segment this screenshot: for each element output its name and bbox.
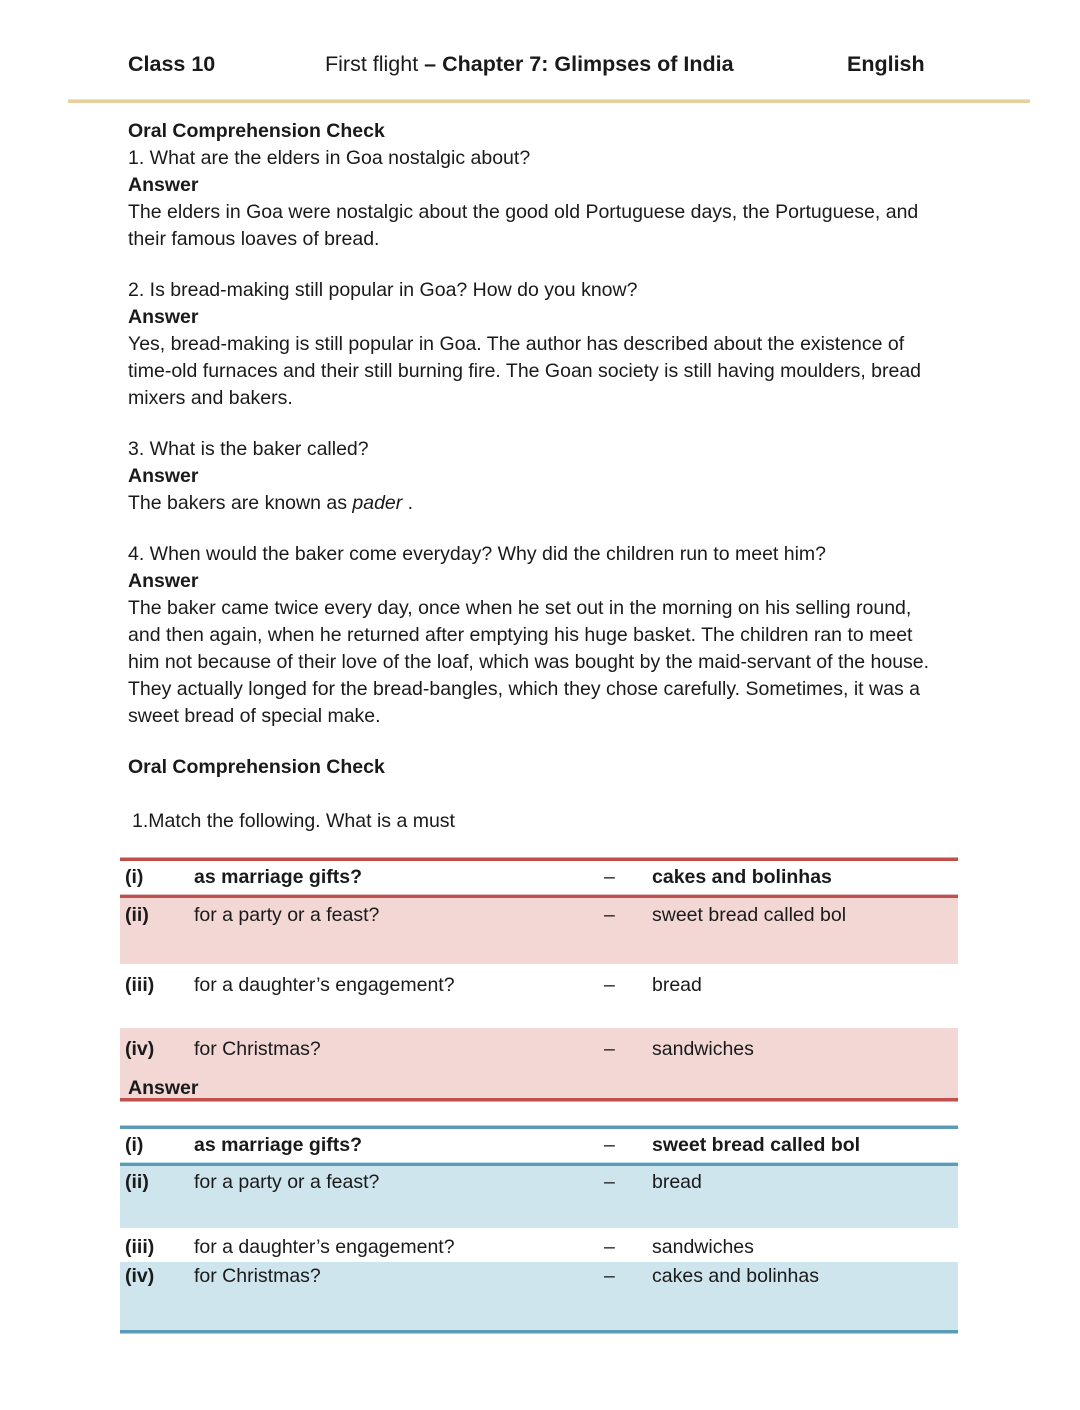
row-item: for Christmas? xyxy=(194,1265,321,1287)
answer-text-1: The elders in Goa were nostalgic about the good old Portuguese days, the Portuguese, and their famous loaves of bread. xyxy=(128,201,919,250)
qa-group-1 xyxy=(128,118,948,253)
header-book-name: First flight xyxy=(325,52,425,76)
row-dash: – xyxy=(604,904,615,926)
row-item: as marriage gifts? xyxy=(194,1134,362,1156)
table-row xyxy=(120,1228,958,1262)
row-value: sandwiches xyxy=(652,1038,754,1060)
header-class-label: Class 10 xyxy=(128,52,216,76)
question-1: 1. What are the elders in Goa nostalgic about? xyxy=(128,147,531,169)
answer-3-suffix: . xyxy=(402,492,414,514)
table-row xyxy=(120,898,958,964)
match-the-following-intro: 1.Match the following. What is a must xyxy=(132,810,455,832)
row-value: bread xyxy=(652,1171,702,1193)
row-dash: – xyxy=(604,974,615,996)
answer-label-1: Answer xyxy=(128,174,199,196)
table-row xyxy=(120,1166,958,1228)
table-row xyxy=(120,1262,958,1330)
row-item: for Christmas? xyxy=(194,1038,321,1060)
row-numeral: (iv) xyxy=(125,1265,155,1287)
answer-label-4: Answer xyxy=(128,570,199,592)
row-value: bread xyxy=(652,974,702,996)
row-value: sweet bread called bol xyxy=(652,1134,861,1156)
row-value: sweet bread called bol xyxy=(652,904,847,926)
spacer-line xyxy=(128,781,948,808)
table-bottom-border xyxy=(120,1330,958,1334)
qa-group-3 xyxy=(128,436,948,517)
header-divider-rule xyxy=(68,99,1030,103)
qa-group-2 xyxy=(128,277,948,412)
row-dash: – xyxy=(604,866,615,888)
row-dash: – xyxy=(604,1038,615,1060)
table-row xyxy=(120,1129,958,1162)
table-row xyxy=(120,964,958,1028)
row-item: as marriage gifts? xyxy=(194,866,362,888)
table-row xyxy=(120,1028,958,1098)
row-item: for a party or a feast? xyxy=(194,1171,380,1193)
question-4: 4. When would the baker come everyday? Why did the children run to meet him? xyxy=(128,543,827,565)
row-item: for a daughter’s engagement? xyxy=(194,974,455,996)
match-question-table xyxy=(120,857,958,1102)
section-heading-oral-comprehension-2: Oral Comprehension Check xyxy=(128,756,385,778)
qa-group-5 xyxy=(128,754,948,835)
row-dash: – xyxy=(604,1265,615,1287)
row-numeral: (ii) xyxy=(125,904,149,926)
row-numeral: (iii) xyxy=(125,974,155,996)
row-numeral: (iii) xyxy=(125,1236,155,1258)
row-value: sandwiches xyxy=(652,1236,754,1258)
answer-text-4: The baker came twice every day, once when he set out in the morning on his selling round, and then again, when he returned after emptying his huge basket. The children ran to meet him not because of their love of the loaf, which was bought by the maid-servant of the house. They actually longed for the bread-bangles, which they chose carefully. Sometimes, it was a sweet bread of special make. xyxy=(128,597,930,727)
answer-3-prefix: The bakers are known as xyxy=(128,492,353,514)
document-header xyxy=(128,52,928,86)
row-dash: – xyxy=(604,1171,615,1193)
answer-3-italic-term: pader xyxy=(352,492,403,514)
header-subject-label: English xyxy=(847,52,925,76)
document-body xyxy=(128,118,948,859)
answer-label-match: Answer xyxy=(128,1077,199,1099)
row-item: for a party or a feast? xyxy=(194,904,380,926)
row-item: for a daughter’s engagement? xyxy=(194,1236,455,1258)
row-dash: – xyxy=(604,1134,615,1156)
match-answer-table xyxy=(120,1125,958,1334)
row-numeral: (iv) xyxy=(125,1038,155,1060)
header-chapter-title xyxy=(325,52,734,77)
qa-group-4 xyxy=(128,541,948,730)
table-bottom-border xyxy=(120,1098,958,1102)
question-2: 2. Is bread-making still popular in Goa? How do you know? xyxy=(128,279,638,301)
row-numeral: (i) xyxy=(125,866,144,888)
section-heading-oral-comprehension-1: Oral Comprehension Check xyxy=(128,120,385,142)
row-numeral: (i) xyxy=(125,1134,144,1156)
answer-label-2: Answer xyxy=(128,306,199,328)
question-3: 3. What is the baker called? xyxy=(128,438,369,460)
row-numeral: (ii) xyxy=(125,1171,149,1193)
answer-text-3 xyxy=(128,490,948,517)
table-row xyxy=(120,861,958,894)
answer-text-2: Yes, bread-making is still popular in Goa. The author has described about the existence of time-old furnaces and their still burning fire. The Goan society is still having moulders, bread mixers and bakers. xyxy=(128,333,922,409)
row-dash: – xyxy=(604,1236,615,1258)
row-value: cakes and bolinhas xyxy=(652,866,832,888)
answer-label-3: Answer xyxy=(128,465,199,487)
row-value: cakes and bolinhas xyxy=(652,1265,819,1287)
header-chapter-name: – Chapter 7: Glimpses of India xyxy=(424,52,734,76)
